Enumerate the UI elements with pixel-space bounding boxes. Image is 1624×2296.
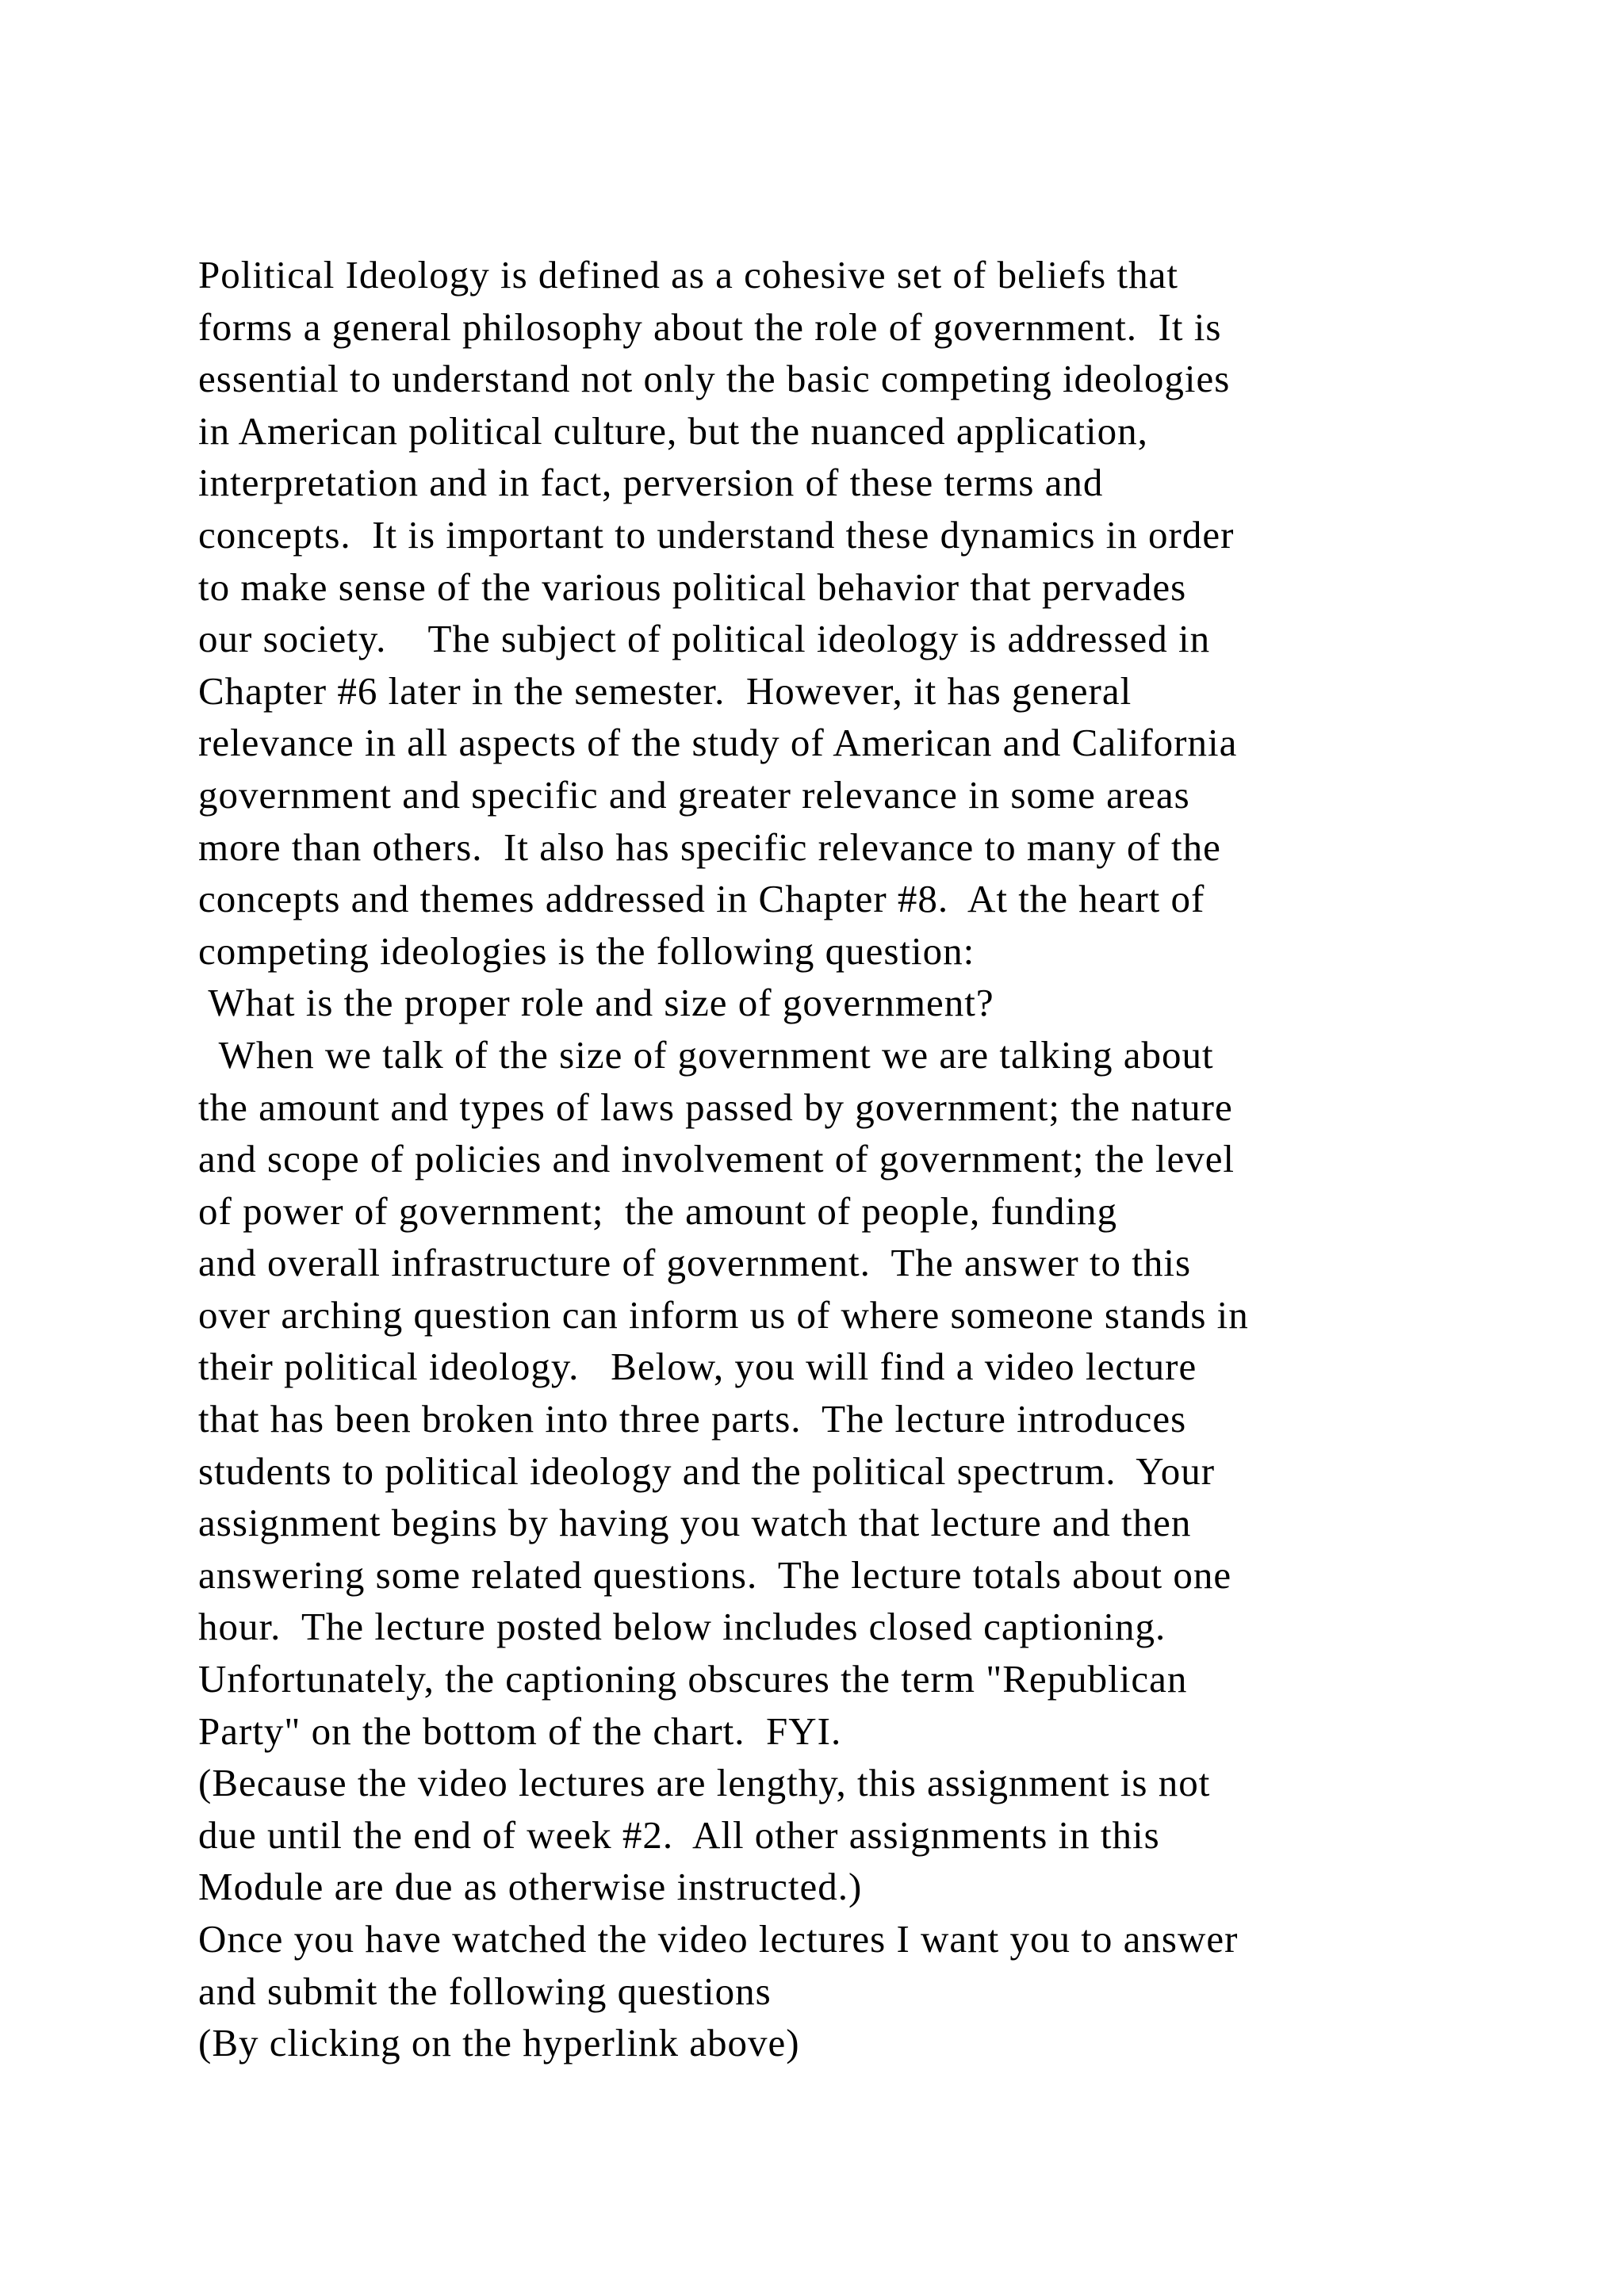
document-body — [198, 249, 1546, 2069]
text-line-26: answering some related questions. The lecture totals about one — [198, 1552, 1232, 1597]
text-line-33: Once you have watched the video lectures I want you to answer — [198, 1917, 1239, 1961]
text-line-28: Unfortunately, the captioning obscures the term "Republican — [198, 1657, 1188, 1701]
text-line-3: essential to understand not only the basic competing ideologies — [198, 357, 1231, 401]
text-line-13: concepts and themes addressed in Chapter #8. At the heart of — [198, 877, 1205, 921]
text-line-1: Political Ideology is defined as a cohesive set of beliefs that — [198, 253, 1178, 297]
text-line-10: relevance in all aspects of the study of American and California — [198, 721, 1238, 765]
text-line-17: the amount and types of laws passed by government; the nature — [198, 1085, 1233, 1129]
text-line-20: and overall infrastructure of government. The answer to this — [198, 1241, 1192, 1285]
text-line-4: in American political culture, but the nuanced application, — [198, 408, 1148, 453]
text-line-12: more than others. It also has specific relevance to many of the — [198, 825, 1221, 869]
text-line-21: over arching question can inform us of where someone stands in — [198, 1292, 1249, 1337]
text-line-32: Module are due as otherwise instructed.) — [198, 1865, 863, 1909]
text-line-8: our society. The subject of political ideology is addressed in — [198, 617, 1211, 661]
text-line-25: assignment begins by having you watch that lecture and then — [198, 1501, 1192, 1545]
text-line-22: their political ideology. Below, you will find a video lecture — [198, 1345, 1197, 1389]
text-line-7: to make sense of the various political behavior that pervades — [198, 564, 1187, 609]
text-line-27: hour. The lecture posted below includes closed captioning. — [198, 1605, 1166, 1649]
text-line-9: Chapter #6 later in the semester. However, it has general — [198, 668, 1132, 713]
key-question: What is the proper role and size of government? — [198, 981, 994, 1025]
text-line-35: (By clicking on the hyperlink above) — [198, 2021, 800, 2065]
text-line-14: competing ideologies is the following question: — [198, 928, 975, 973]
text-line-5: interpretation and in fact, perversion of these terms and — [198, 461, 1104, 505]
text-line-31: due until the end of week #2. All other assignments in this — [198, 1812, 1160, 1857]
text-line-11: government and specific and greater relevance in some areas — [198, 772, 1190, 817]
text-line-23: that has been broken into three parts. The lecture introduces — [198, 1397, 1187, 1441]
text-line-18: and scope of policies and involvement of government; the level — [198, 1137, 1235, 1181]
text-line-29: Party" on the bottom of the chart. FYI. — [198, 1709, 842, 1753]
text-line-34: and submit the following questions — [198, 1969, 772, 2013]
text-line-6: concepts. It is important to understand these dynamics in order — [198, 512, 1235, 557]
text-line-16: When we talk of the size of government we are talking about — [198, 1032, 1214, 1077]
text-line-24: students to political ideology and the political spectrum. Your — [198, 1448, 1216, 1493]
text-line-19: of power of government; the amount of people, funding — [198, 1188, 1117, 1233]
text-line-30: (Because the video lectures are lengthy, this assignment is not — [198, 1761, 1211, 1805]
text-line-2: forms a general philosophy about the role of government. It is — [198, 304, 1222, 349]
